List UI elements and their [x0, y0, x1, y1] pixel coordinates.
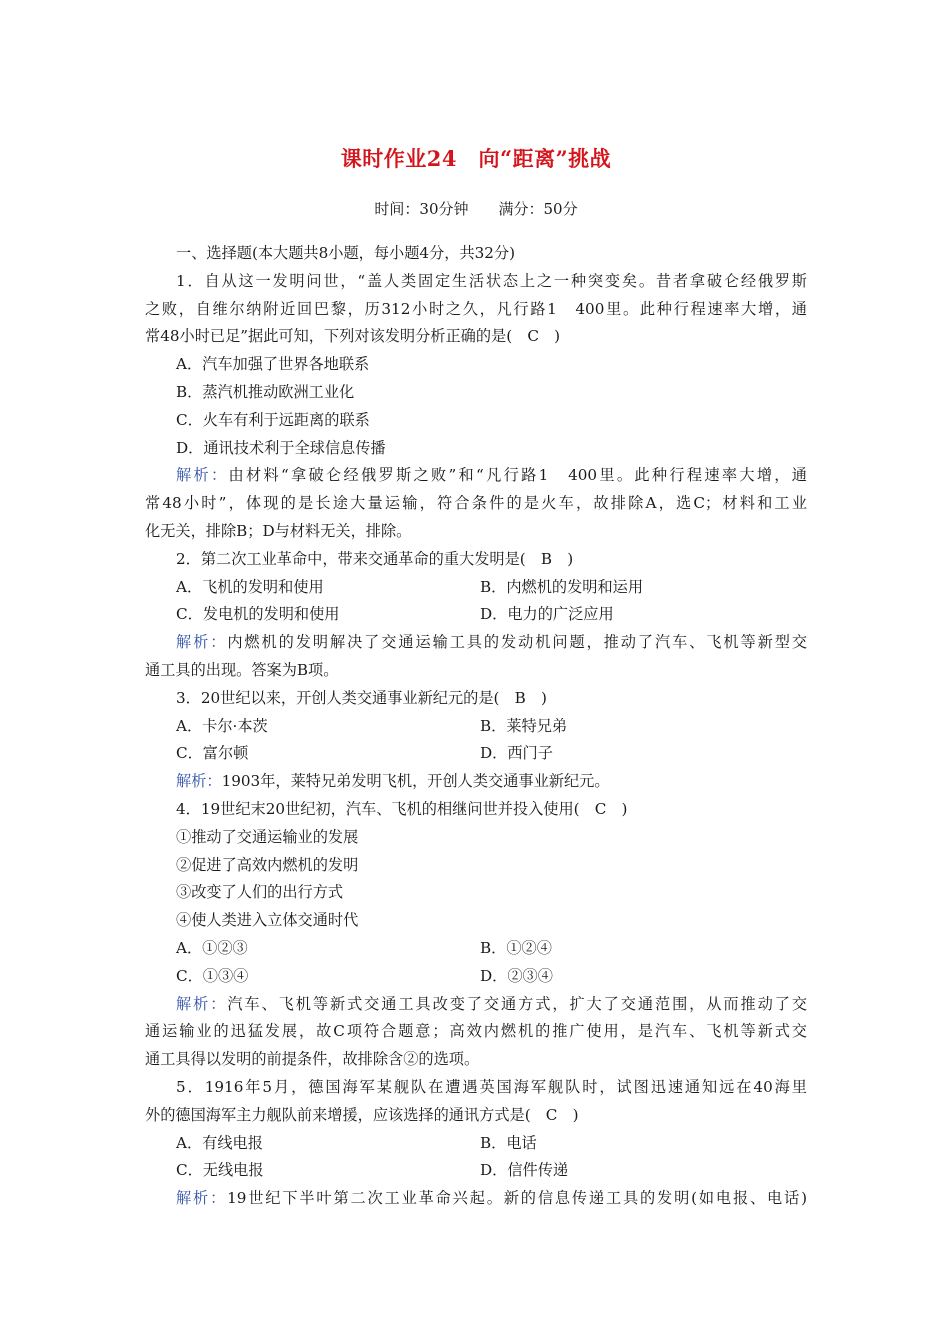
question-stem-line: 之败，自维尔纳附近回巴黎，历312小时之久，凡行路1 400里。此种行程速率大增，通 — [145, 299, 807, 318]
option-a: A．飞机的发明和使用 — [176, 577, 324, 596]
explanation-line: 通工具的出现。答案为B项。 — [145, 660, 339, 679]
explanation-label: 解析： — [176, 466, 229, 485]
option-row — [145, 963, 807, 991]
option-a: A．卡尔·本茨 — [176, 716, 268, 735]
option-d: D．西门子 — [480, 744, 553, 763]
section-heading: 一、选择题(本大题共8小题，每小题4分，共32分) — [176, 244, 516, 262]
explanation-line: 解析：19世纪下半叶第二次工业革命兴起。新的信息传递工具的发明(如电报、电话) — [176, 1189, 807, 1208]
explanation-line: 常48小时”，体现的是长途大量运输，符合条件的是火车，故排除A，选C；材料和工业 — [145, 494, 807, 513]
option-row — [145, 935, 807, 963]
explanation-line: 解析：内燃机的发明解决了交通运输工具的发动机问题，推动了汽车、飞机等新型交 — [176, 633, 807, 652]
question-stem-line: 外的德国海军主力舰队前来增援，应该选择的通讯方式是( C ) — [145, 1105, 579, 1124]
explanation-line: 通工具得以发明的前提条件，故排除含②的选项。 — [145, 1050, 480, 1069]
option-d: D．②③④ — [480, 966, 553, 985]
option-row — [145, 713, 807, 741]
option-b: B．①②④ — [480, 938, 552, 957]
option-row — [145, 1157, 807, 1185]
option-row — [145, 601, 807, 629]
explanation-line: 通运输业的迅猛发展，故C项符合题意；高效内燃机的推广使用，是汽车、飞机等新式交 — [145, 1022, 807, 1041]
explanation-line: 解析：1903年，莱特兄弟发明飞机，开创人类交通事业新纪元。 — [176, 772, 610, 791]
option-a: A．①②③ — [176, 938, 248, 957]
exam-meta: 时间：30分钟 满分：50分 — [374, 200, 578, 218]
option-c: C．富尔顿 — [176, 744, 249, 763]
question-5 — [145, 1074, 807, 1213]
option-a: A．汽车加强了世界各地联系 — [176, 355, 370, 374]
question-stem-line: 4．19世纪末20世纪初，汽车、飞机的相继问世并投入使用( C ) — [176, 799, 628, 818]
option-row — [145, 574, 807, 602]
explanation-line: 化无关，排除B；D与材料无关，排除。 — [145, 521, 412, 540]
option-row — [145, 740, 807, 768]
statement-item: ④使人类进入立体交通时代 — [176, 911, 359, 930]
page-title: 课时作业24 向“距离”挑战 — [340, 146, 612, 171]
explanation-line: 解析：由材料“拿破仑经俄罗斯之败”和“凡行路1 400里。此种行程速率大增，通 — [176, 466, 807, 485]
question-2 — [145, 546, 807, 685]
document-body — [145, 240, 807, 1213]
option-c: C．无线电报 — [176, 1161, 264, 1180]
explanation-label: 解析： — [176, 772, 222, 791]
option-b: B．蒸汽机推动欧洲工业化 — [176, 382, 355, 401]
statement-item: ③改变了人们的出行方式 — [176, 883, 344, 902]
option-c: C．火车有利于远距离的联系 — [176, 410, 370, 429]
explanation-label: 解析： — [176, 1189, 228, 1208]
option-d: D．信件传递 — [480, 1161, 569, 1180]
statement-item: ②促进了高效内燃机的发明 — [176, 855, 359, 874]
question-stem-line: 常48小时已足”据此可知，下列对该发明分析正确的是( C ) — [145, 327, 561, 346]
question-stem-line: 2．第二次工业革命中，带来交通革命的重大发明是( B ) — [176, 549, 574, 568]
option-c: C．①③④ — [176, 966, 249, 985]
option-row — [145, 1130, 807, 1158]
question-stem-line: 1．自从这一发明问世，“盖人类固定生活状态上之一种突变矣。昔者拿破仑经俄罗斯 — [176, 271, 807, 290]
explanation-label: 解析： — [176, 633, 228, 652]
question-4 — [145, 796, 807, 1074]
option-c: C．发电机的发明和使用 — [176, 605, 340, 624]
question-1 — [145, 268, 807, 546]
question-stem-line: 3．20世纪以来，开创人类交通事业新纪元的是( B ) — [176, 688, 547, 707]
question-3 — [145, 685, 807, 796]
option-d: D．通讯技术利于全球信息传播 — [176, 438, 386, 457]
option-b: B．莱特兄弟 — [480, 716, 568, 735]
option-d: D．电力的广泛应用 — [480, 605, 614, 624]
statement-item: ①推动了交通运输业的发展 — [176, 827, 359, 846]
option-a: A．有线电报 — [176, 1133, 263, 1152]
question-stem-line: 5．1916年5月，德国海军某舰队在遭遇英国海军舰队时，试图迅速通知远在40海里 — [176, 1077, 807, 1096]
explanation-line: 解析：汽车、飞机等新式交通工具改变了交通方式，扩大了交通范围，从而推动了交 — [176, 994, 807, 1013]
explanation-label: 解析： — [176, 994, 228, 1013]
option-b: B．电话 — [480, 1133, 537, 1152]
option-b: B．内燃机的发明和运用 — [480, 577, 644, 596]
